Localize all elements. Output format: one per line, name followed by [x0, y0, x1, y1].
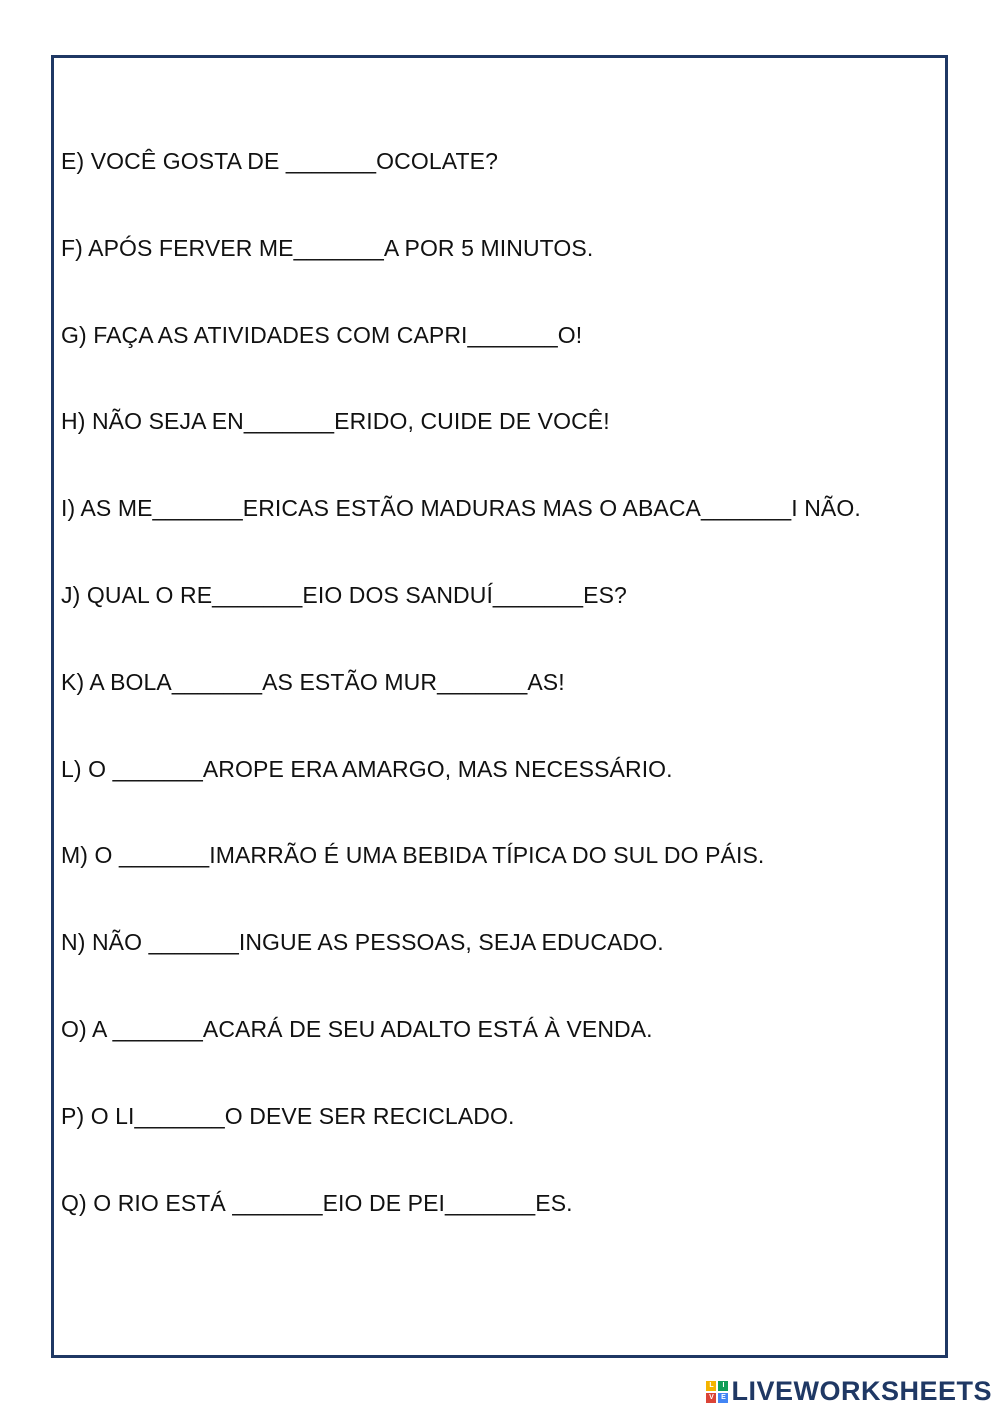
liveworksheets-watermark — [706, 1376, 992, 1407]
question-o: O) A _______ACARÁ DE SEU ADALTO ESTÁ À VENDA. — [61, 1015, 653, 1042]
question-list — [61, 145, 861, 1273]
logo-cell-i: I — [718, 1381, 728, 1391]
question-e: E) VOCÊ GOSTA DE _______OCOLATE? — [61, 148, 498, 174]
question-f: F) APÓS FERVER ME_______A POR 5 MINUTOS. — [61, 234, 594, 261]
question-j: J) QUAL O RE_______EIO DOS SANDUÍ_______ES? — [61, 581, 627, 608]
question-k: K) A BOLA_______AS ESTÃO MUR_______AS! — [61, 668, 565, 695]
logo-cell-e: E — [718, 1393, 728, 1403]
liveworksheets-logo-icon — [706, 1381, 728, 1403]
question-q: Q) O RIO ESTÁ _______EIO DE PEI_______ES. — [61, 1189, 573, 1216]
logo-cell-l: L — [706, 1381, 716, 1391]
question-m: M) O _______IMARRÃO É UMA BEBIDA TÍPICA DO SUL DO PÁIS. — [61, 842, 765, 869]
question-p: P) O LI_______O DEVE SER RECICLADO. — [61, 1102, 515, 1129]
logo-cell-v: V — [706, 1393, 716, 1403]
question-h: H) NÃO SEJA EN_______ERIDO, CUIDE DE VOCÊ! — [61, 408, 610, 435]
question-l: L) O _______AROPE ERA AMARGO, MAS NECESSÁRIO. — [61, 755, 673, 782]
question-n: N) NÃO _______INGUE AS PESSOAS, SEJA EDUCADO. — [61, 929, 664, 956]
question-i: I) AS ME_______ERICAS ESTÃO MADURAS MAS O ABACA_______I NÃO. — [61, 495, 861, 522]
watermark-text: LIVEWORKSHEETS — [731, 1376, 992, 1406]
question-g: G) FAÇA AS ATIVIDADES COM CAPRI_______O! — [61, 321, 583, 348]
